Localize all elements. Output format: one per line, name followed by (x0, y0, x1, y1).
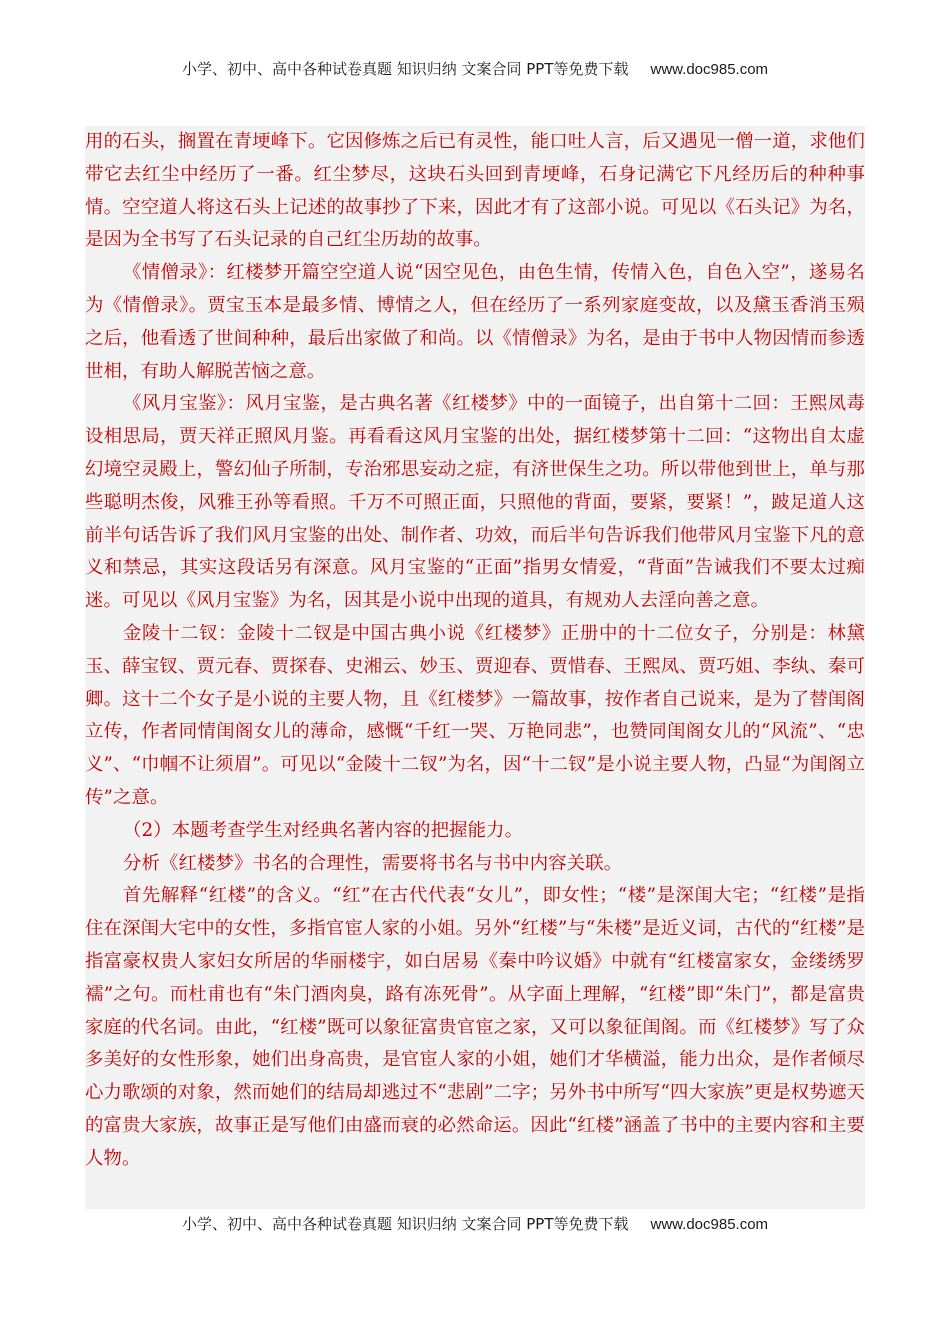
paragraph-question-2: （2）本题考查学生对经典名著内容的把握能力。 (123, 819, 524, 841)
paragraph-fengyuebaojian: 《风月宝鉴》：风月宝鉴，是古典名著《红楼梦》中的一面镜子，出自第十二回：王熙凤毒设相思局，贾天祥正照风月鉴。再看看这风月宝鉴的出处，据红楼梦第十二回：“这物出自太虚幻境空灵殿上，警幻仙子所制，专治邪思妄动之症，有济世保生之功。所以带他到世上，单与那些聪明杰俊，风雅王孙等看照。千万不可照正面，只照他的背面，要紧，要紧！”，跛足道人这前半句话告诉了我们风月宝鉴的出处、制作者、功效，而后半句告诉我们他带风月宝鉴下凡的意义和禁忌，其实这段话另有深意。风月宝鉴的“正面”指男女情爱，“背面”告诫我们不要太过痴迷。可见以《风月宝鉴》为名，因其是小说中出现的道具，有规劝人去淫向善之意。 (85, 393, 865, 612)
paragraph-jinling-shierchai: 金陵十二钗：金陵十二钗是中国古典小说《红楼梦》正册中的十二位女子，分别是：林黛玉、薛宝钗、贾元春、贾探春、史湘云、妙玉、贾迎春、贾惜春、王熙凤、贾巧姐、李纨、秦可卿。这十二个女子是小说的主要人物，且《红楼梦》一篇故事，按作者自己说来，是为了替闺阁立传，作者同情闺阁女儿的薄命，感慨“千红一哭、万艳同悲”，也赞同闺阁女儿的“风流”、“忠义”、“巾帼不让须眉”。可见以“金陵十二钗”为名，因“十二钗”是小说主要人物，凸显“为闺阁立传”之意。 (85, 622, 865, 808)
page-header (0, 58, 950, 79)
header-text: 小学、初中、高中各种试卷真题 知识归纳 文案合同 PPT等免费下载 (181, 60, 629, 78)
paragraph-honglou-meaning: 首先解释“红楼”的含义。“红”在古代代表“女儿”，即女性；“楼”是深闺大宅；“红楼”是指住在深闺大宅中的女性，多指官宦人家的小姐。另外“红楼”与“朱楼”是近义词，古代的“红楼”是指富豪权贵人家妇女所居的华丽楼宇，如白居易《秦中吟议婚》中就有“红楼富家女，金缕绣罗襦”之句。而杜甫也有“朱门酒肉臭，路有冻死骨”。从字面上理解，“红楼”即“朱门”，都是富贵家庭的代名词。由此，“红楼”既可以象征富贵官宦之家，又可以象征闺阁。而《红楼梦》写了众多美好的女性形象，她们出身高贵，是官宦人家的小姐，她们才华横溢，能力出众，是作者倾尽心力歌颂的对象，然而她们的结局却逃过不“悲剧”二字；另外书中所写“四大家族”更是权势遮天的富贵大家族，故事正是写他们由盛而衰的必然命运。因此“红楼”涵盖了书中的主要内容和主要人物。 (85, 885, 865, 1169)
header-url: www.doc985.com (650, 61, 769, 78)
footer-text: 小学、初中、高中各种试卷真题 知识归纳 文案合同 PPT等免费下载 (181, 1215, 629, 1233)
paragraph-qingsenglu: 《情僧录》：红楼梦开篇空空道人说“因空见色，由色生情，传情入色，自色入空”，遂易名为《情僧录》。贾宝玉本是最多情、博情之人，但在经历了一系列家庭变故，以及黛玉香消玉殒之后，他看透了世间种种，最后出家做了和尚。以《情僧录》为名，是由于书中人物因情而参透世相，有助人解脱苦恼之意。 (85, 262, 865, 382)
paragraph-shitouji: 用的石头，搁置在青埂峰下。它因修炼之后已有灵性，能口吐人言，后又遇见一僧一道，求他们带它去红尘中经历了一番。红尘梦尽，这块石头回到青埂峰，石身记满它下凡经历后的种种事情。空空道人将这石头上记述的故事抄了下来，因此才有了这部小说。可见以《石头记》为名，是因为全书写了石头记录的自己红尘历劫的故事。 (85, 131, 865, 251)
page-footer (0, 1213, 950, 1234)
paragraph-analysis-intro: 分析《红楼梦》书名的合理性，需要将书名与书中内容关联。 (123, 852, 623, 874)
footer-url: www.doc985.com (650, 1216, 769, 1233)
document-body (85, 126, 865, 1209)
